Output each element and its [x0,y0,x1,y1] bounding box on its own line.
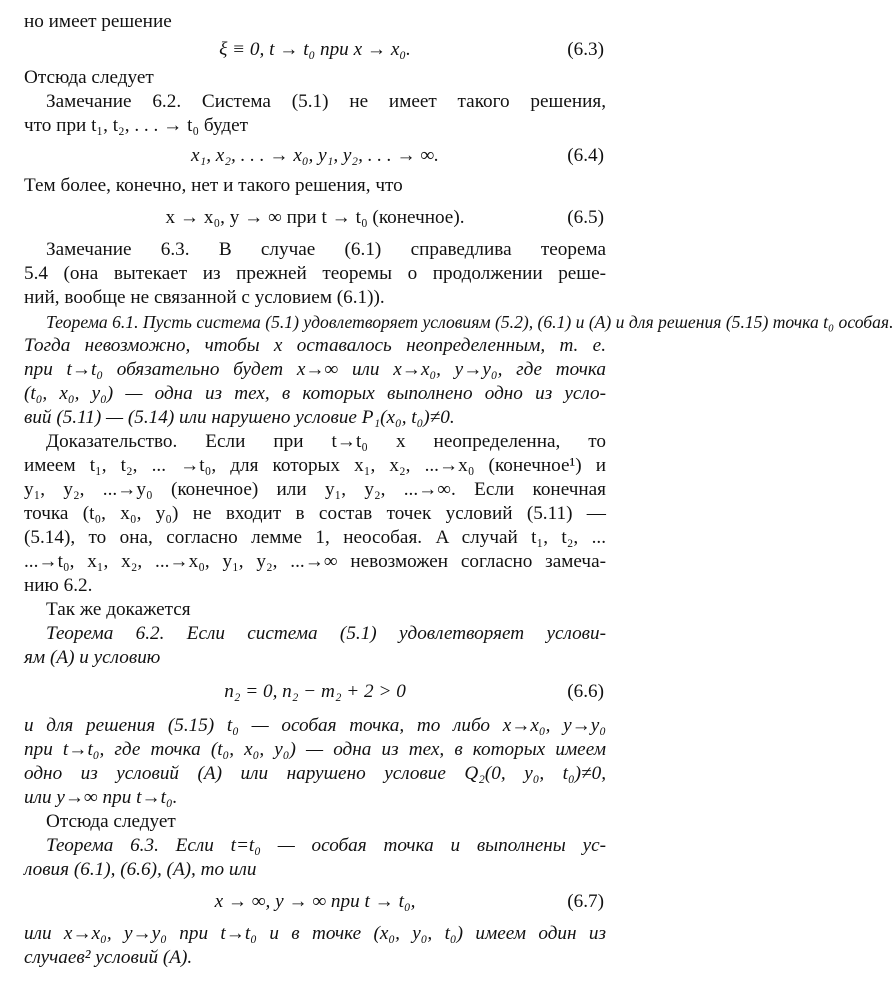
remark-6-2-line-1: Замечание 6.2. Система (5.1) не имеет такого решения, [46,91,606,112]
proof-line-2: имеем t₁, t₂, ... →t₀, для которых x₁, x₂, ...→x₀ (конечное¹) и [24,455,606,476]
proof-line-4: точка (t₀, x₀, y₀) не входит в состав точек условий (5.11) — [24,503,606,524]
theorem-6-1-line-2: Тогда невозможно, чтобы x оставалось неопределенным, т. е. [24,335,606,356]
equation-number-6-7: (6.7) [567,891,604,912]
theorem-6-1-line-4: (t₀, x₀, y₀) — одна из тех, в которых выполнено одно из усло- [24,383,606,404]
proof-line-6: ...→t₀, x₁, x₂, ...→x₀, y₁, y₂, ...→∞ невозможен согласно замеча- [24,551,606,572]
theorem-6-1-line-3: при t→t₀ обязательно будет x→∞ или x→x₀, y→y₀, где точка [24,359,606,380]
remark-6-3-line-2: 5.4 (она вытекает из прежней теоремы о продолжении реше- [24,263,606,284]
theorem-6-2-line-3: и для решения (5.15) t₀ — особая точка, то либо x→x₀, y→y₀ [24,715,606,736]
text-line-7: Тем более, конечно, нет и такого решения, что [24,175,403,196]
proof-line-1: Доказательство. Если при t→t₀ x неопределенна, то [46,431,606,452]
equation-6-5: x → x₀, y → ∞ при t → t₀ (конечное). [165,207,465,228]
theorem-6-3-line-1: Теорема 6.3. Если t=t₀ — особая точка и выполнены ус- [46,835,606,856]
proof-line-5: (5.14), то она, согласно лемме 1, неособая. A случай t₁, t₂, ... [24,527,606,548]
text-line-24: Так же докажется [46,599,191,620]
theorem-6-2-line-4: при t→t₀, где точка (t₀, x₀, y₀) — одна из тех, в которых имеем [24,739,606,760]
theorem-6-2-line-1: Теорема 6.2. Если система (5.1) удовлетворяет услови- [46,623,606,644]
text-line-3: Отсюда следует [24,67,154,88]
remark-6-2-line-2: что при t₁, t₂, . . . → t₀ будет [24,115,248,136]
theorem-6-1-line-1: Теорема 6.1. Пусть система (5.1) удовлетворяет условиям (5.2), (6.1) и (A) и для решения (5.15) точка t₀ особая. [46,312,894,332]
theorem-6-1-line-5: вий (5.11) — (5.14) или нарушено условие P₁(x₀, t₀)≠0. [24,407,455,428]
equation-number-6-3: (6.3) [567,39,604,60]
theorem-6-3-line-2: ловия (6.1), (6.6), (A), то или [24,859,257,880]
proof-line-3: y₁, y₂, ...→y₀ (конечное) или y₁, y₂, ...→∞. Если конечная [24,479,606,500]
theorem-6-3-line-3: или x→x₀, y→y₀ при t→t₀ и в точке (x₀, y₀, t₀) имеем один из [24,923,606,944]
proof-line-7: нию 6.2. [24,575,93,596]
equation-number-6-4: (6.4) [567,145,604,166]
text-line-1: но имеет решение [24,11,172,32]
equation-6-3: ξ ≡ 0, t → t₀ при x → x₀. [219,39,411,60]
equation-6-7: x → ∞, y → ∞ при t → t₀, [214,891,416,912]
equation-number-6-6: (6.6) [567,681,604,702]
text-line-32: Отсюда следует [46,811,176,832]
equation-number-6-5: (6.5) [567,207,604,228]
remark-6-3-line-3: ний, вообще не связанной с условием (6.1)). [24,287,385,308]
equation-6-6: n₂ = 0, n₂ − m₂ + 2 > 0 [224,681,406,702]
remark-6-3-line-1: Замечание 6.3. В случае (6.1) справедлива теорема [46,239,606,260]
theorem-6-2-line-5: одно из условий (A) или нарушено условие Q₂(0, y₀, t₀)≠0, [24,763,606,784]
theorem-6-3-line-4: случаев² условий (A). [24,947,193,968]
theorem-6-2-line-2: ям (A) и условию [24,647,161,668]
theorem-6-2-line-6: или y→∞ при t→t₀. [24,787,178,808]
equation-6-4: x₁, x₂, . . . → x₀, y₁, y₂, . . . → ∞. [191,145,439,166]
